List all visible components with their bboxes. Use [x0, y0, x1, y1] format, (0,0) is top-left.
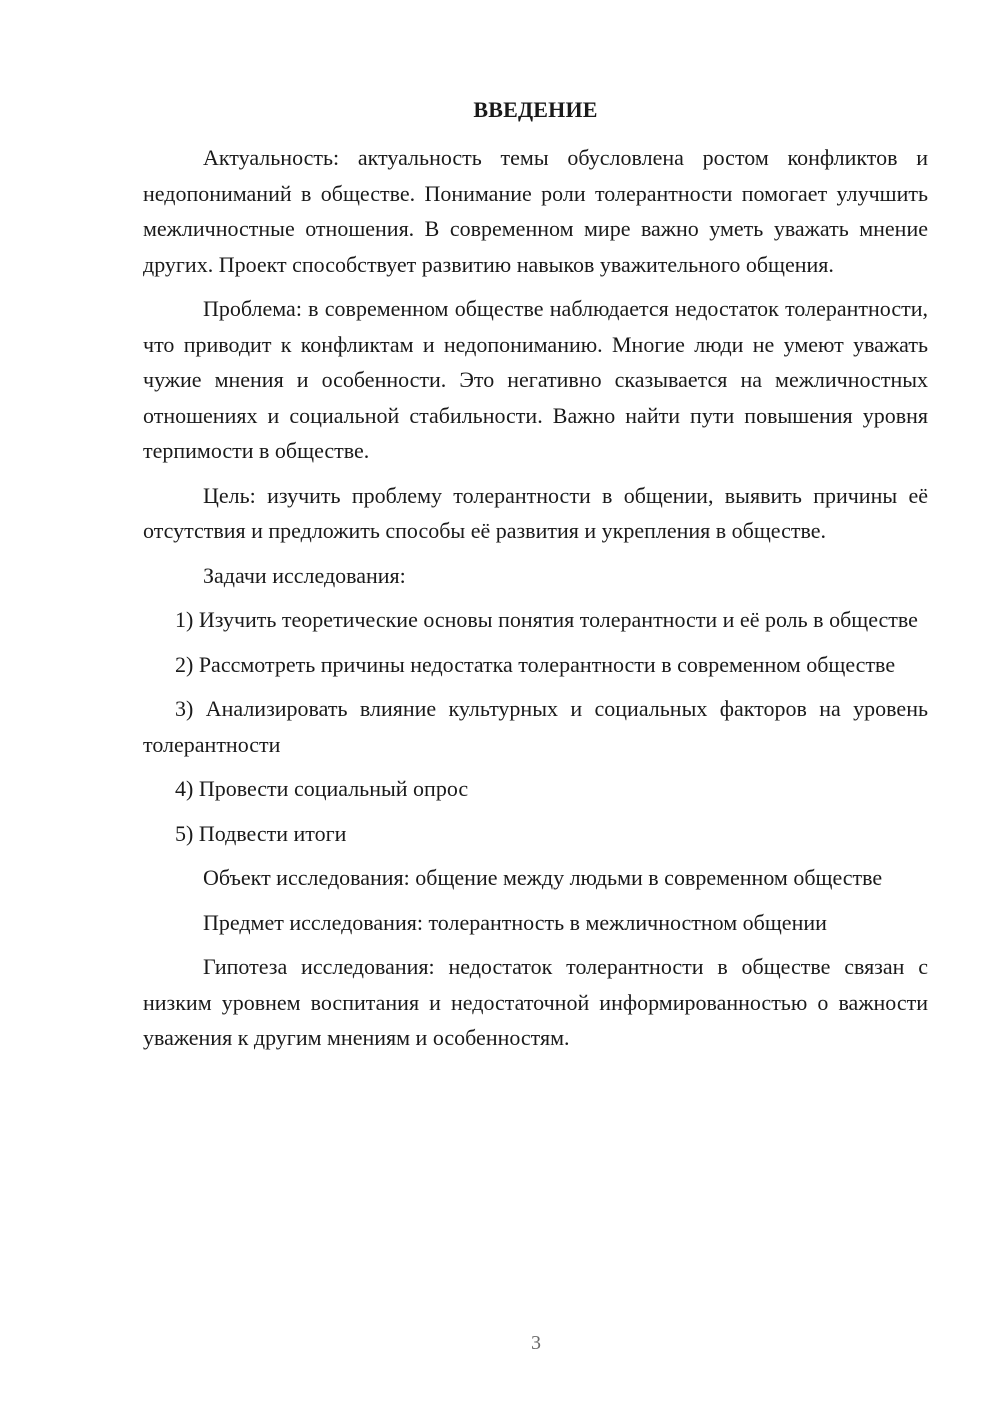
task-item-3: 3) Анализировать влияние культурных и социальных факторов на уровень толерантности [143, 696, 928, 757]
task-item-2: 2) Рассмотреть причины недостатка толерантности в современном обществе [175, 651, 896, 677]
hypothesis-paragraph: Гипотеза исследования: недостаток толерантности в обществе связан с низким уровнем воспитания и недостаточной информированностью о важности уважения к другим мнениям и особенностям. [143, 954, 928, 1050]
page-title: ВВЕДЕНИЕ [473, 97, 598, 122]
document-page [143, 94, 928, 1065]
task-item-1: 1) Изучить теоретические основы понятия толерантности и её роль в обществе [175, 607, 918, 632]
page-number: 3 [531, 1332, 541, 1354]
goal-paragraph: Цель: изучить проблему толерантности в общении, выявить причины её отсутствия и предложить способы её развития и укрепления в обществе. [143, 482, 928, 543]
subject-paragraph: Предмет исследования: толерантность в межличностном общении [203, 909, 827, 935]
problem-paragraph: Проблема: в современном обществе наблюдается недостаток толерантности, что приводит к конфликтам и недопониманию. Многие люди не умеют уважать чужие мнения и особенности. Это негативно сказывается на межличностных отношениях и социальной стабильности. Важно найти пути повышения уровня терпимости в обществе. [143, 296, 928, 463]
task-item-4: 4) Провести социальный опрос [175, 776, 469, 801]
tasks-heading: Задачи исследования: [203, 562, 406, 588]
relevance-paragraph: Актуальность: актуальность темы обусловлена ростом конфликтов и недопониманий в обществе. Понимание роли толерантности помогает улучшить межличностные отношения. В современном мире важно уметь уважать мнение других. Проект способствует развитию навыков уважительного общения. [143, 145, 928, 277]
object-paragraph: Объект исследования: общение между людьми в современном обществе [203, 865, 883, 890]
task-item-5: 5) Подвести итоги [175, 820, 347, 846]
